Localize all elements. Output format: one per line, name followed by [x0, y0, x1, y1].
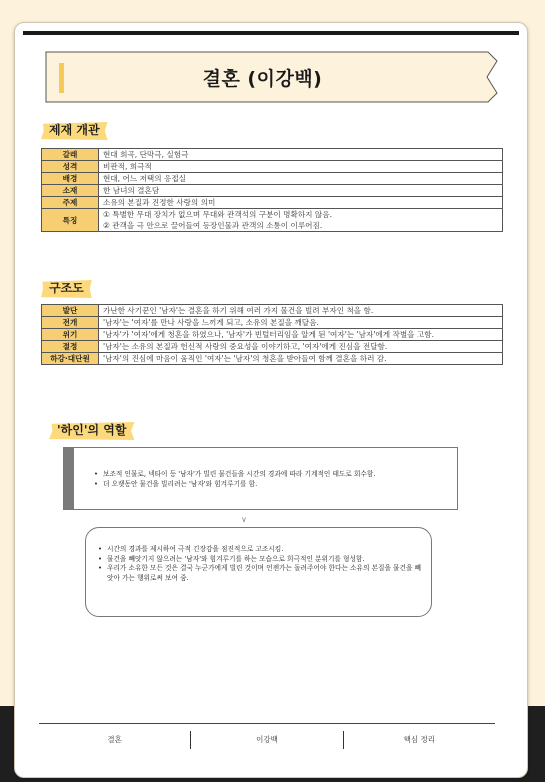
- table-value: '남자'는 '여자'를 만나 사랑을 느끼게 되고, 소유의 본질을 깨달음.: [99, 317, 503, 329]
- table-value: '남자'는 소유의 본질과 헌신적 사랑의 중요성을 이야기하고, '여자'에게 진심을 전달함.: [99, 341, 503, 353]
- footer-work-title: 결혼: [107, 735, 122, 744]
- table-row: [42, 161, 503, 173]
- section-title: '하인'의 역할: [57, 423, 127, 437]
- bullet-list: [98, 545, 421, 584]
- list-item: • 시간의 경과를 제시하여 극적 긴장감을 점진적으로 고조시킴.: [98, 545, 421, 555]
- table-key: 특징: [42, 209, 99, 232]
- table-value: 현대 희곡, 단막극, 실험극: [99, 149, 503, 161]
- role-box-primary: [63, 447, 458, 510]
- feature-line-1: ① 특별한 무대 장치가 없으며 무대와 관객석의 구분이 명확하지 않음.: [103, 210, 333, 219]
- footer-author: 이강백: [256, 735, 278, 744]
- box-side-bar: [64, 448, 74, 509]
- table-key: 소재: [42, 185, 99, 197]
- table-value: '남자'가 '여자'에게 청혼을 하였으나, '남자'가 빈털터리임을 알게 된 '여자'는 '남자'에게 작별을 고함.: [99, 329, 503, 341]
- table-row: [42, 317, 503, 329]
- footer: [39, 731, 495, 749]
- table-key: 갈래: [42, 149, 99, 161]
- table-row: [42, 341, 503, 353]
- section-label-structure: [41, 277, 92, 298]
- list-item: • 보조적 인물로, 넥타이 등 '남자'가 빌린 물건들을 시간의 경과에 따라 기계적인 태도로 회수함.: [94, 470, 449, 480]
- table-row: [42, 353, 503, 365]
- bullet-list: [94, 470, 449, 489]
- table-row: [42, 329, 503, 341]
- table-key: 성격: [42, 161, 99, 173]
- table-row: [42, 173, 503, 185]
- structure-table: [41, 304, 503, 365]
- section-title: 구조도: [49, 281, 84, 295]
- table-value: [99, 209, 503, 232]
- overview-table: [41, 148, 503, 232]
- list-item: • 우리가 소유한 모든 것은 결국 누군가에게 빌린 것이며 언젠가는 돌려주어야 한다는 소유의 본질을 물건을 빼앗아 가는 행위로써 보여 줌.: [98, 564, 421, 583]
- table-key: 배경: [42, 173, 99, 185]
- table-value: 한 남녀의 결혼담: [99, 185, 503, 197]
- page-title: 결혼 (이강백): [202, 68, 323, 90]
- table-key: 주제: [42, 197, 99, 209]
- table-value: 현대, 어느 저택의 응접실: [99, 173, 503, 185]
- worksheet-page: [14, 22, 528, 778]
- title-banner: [45, 51, 500, 103]
- table-key: 하강·대단원: [42, 353, 99, 365]
- table-row: [42, 209, 503, 232]
- table-value: 비판적, 희극적: [99, 161, 503, 173]
- list-item: • 더 오랫동안 물건을 빌리려는 '남자'와 힘겨루기를 함.: [94, 480, 449, 490]
- table-key: 전개: [42, 317, 99, 329]
- table-row: [42, 149, 503, 161]
- list-item: • 물건을 빼앗기지 않으려는 '남자'와 힘겨루기를 하는 모습으로 희극적인 분위기를 형성함.: [98, 555, 421, 565]
- table-key: 위기: [42, 329, 99, 341]
- table-key: 발단: [42, 305, 99, 317]
- top-rule: [23, 31, 519, 35]
- chevron-down-icon: ∨: [241, 515, 247, 524]
- section-label-role: [49, 419, 135, 440]
- table-row: [42, 197, 503, 209]
- table-key: 절정: [42, 341, 99, 353]
- footer-divider: [39, 723, 495, 724]
- section-title: 제재 개관: [49, 123, 100, 137]
- feature-line-2: ② 관객을 극 안으로 끌어들여 등장인물과 관객의 소통이 이루어짐.: [103, 221, 323, 230]
- section-label-overview: [41, 119, 108, 140]
- table-value: 소유의 본질과 진정한 사랑의 의미: [99, 197, 503, 209]
- table-row: [42, 185, 503, 197]
- table-value: '남자'의 진심에 마음이 움직인 '여자'는 '남자'의 청혼을 받아들여 함께 결혼을 하러 감.: [99, 353, 503, 365]
- table-value: 가난한 사기꾼인 '남자'는 결혼을 하기 위해 여러 가지 물건을 빌려 부자인 척을 함.: [99, 305, 503, 317]
- table-row: [42, 305, 503, 317]
- footer-section: 핵심 정리: [403, 735, 435, 744]
- role-box-secondary: [85, 527, 432, 617]
